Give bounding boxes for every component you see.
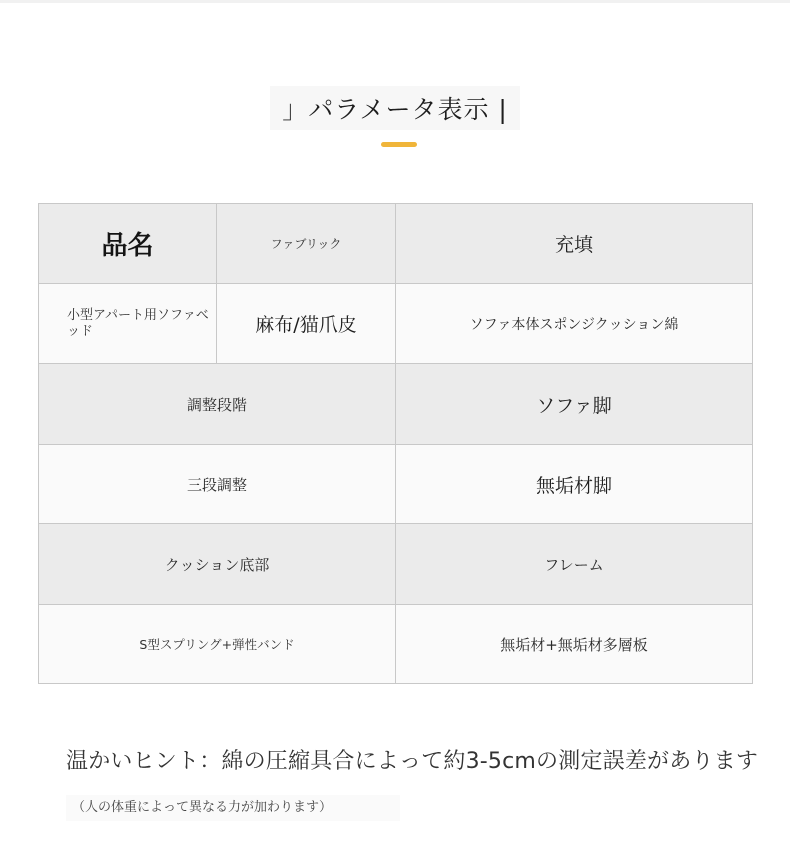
adjust-value: 三段調整	[39, 445, 396, 524]
adjust-label: 調整段階	[39, 364, 396, 445]
measurement-hint: 温かいヒント：綿の圧縮具合によって約3-5cmの測定誤差があります	[66, 749, 759, 774]
legs-label: ソファ脚	[396, 364, 753, 445]
filling-value: ソファ本体スポンジクッション綿	[396, 284, 753, 364]
fabric-label: ファブリック	[217, 204, 396, 284]
weight-note: （人の体重によって異なる力が加わります）	[66, 795, 400, 821]
parameter-table	[38, 203, 753, 684]
legs-value: 無垢材脚	[396, 445, 753, 524]
cushion-base-label: クッション底部	[39, 524, 396, 605]
frame-label: フレーム	[396, 524, 753, 605]
cushion-base-value: S型スプリング+弾性バンド	[39, 605, 396, 684]
frame-value: 無垢材+無垢材多層板	[396, 605, 753, 684]
table-row	[39, 605, 753, 684]
top-divider	[0, 0, 790, 3]
title-accent-bar	[381, 142, 417, 147]
table-row	[39, 364, 753, 445]
section-header	[0, 86, 790, 130]
table-row	[39, 204, 753, 284]
table-row	[39, 284, 753, 364]
fabric-value: 麻布/猫爪皮	[217, 284, 396, 364]
product-name-label: 品名	[39, 204, 217, 284]
filling-label: 充填	[396, 204, 753, 284]
table-row	[39, 445, 753, 524]
table-row	[39, 524, 753, 605]
product-name-value: 小型アパート用ソファベッド	[39, 284, 217, 364]
section-title: 」パラメータ表示 |	[270, 86, 520, 130]
